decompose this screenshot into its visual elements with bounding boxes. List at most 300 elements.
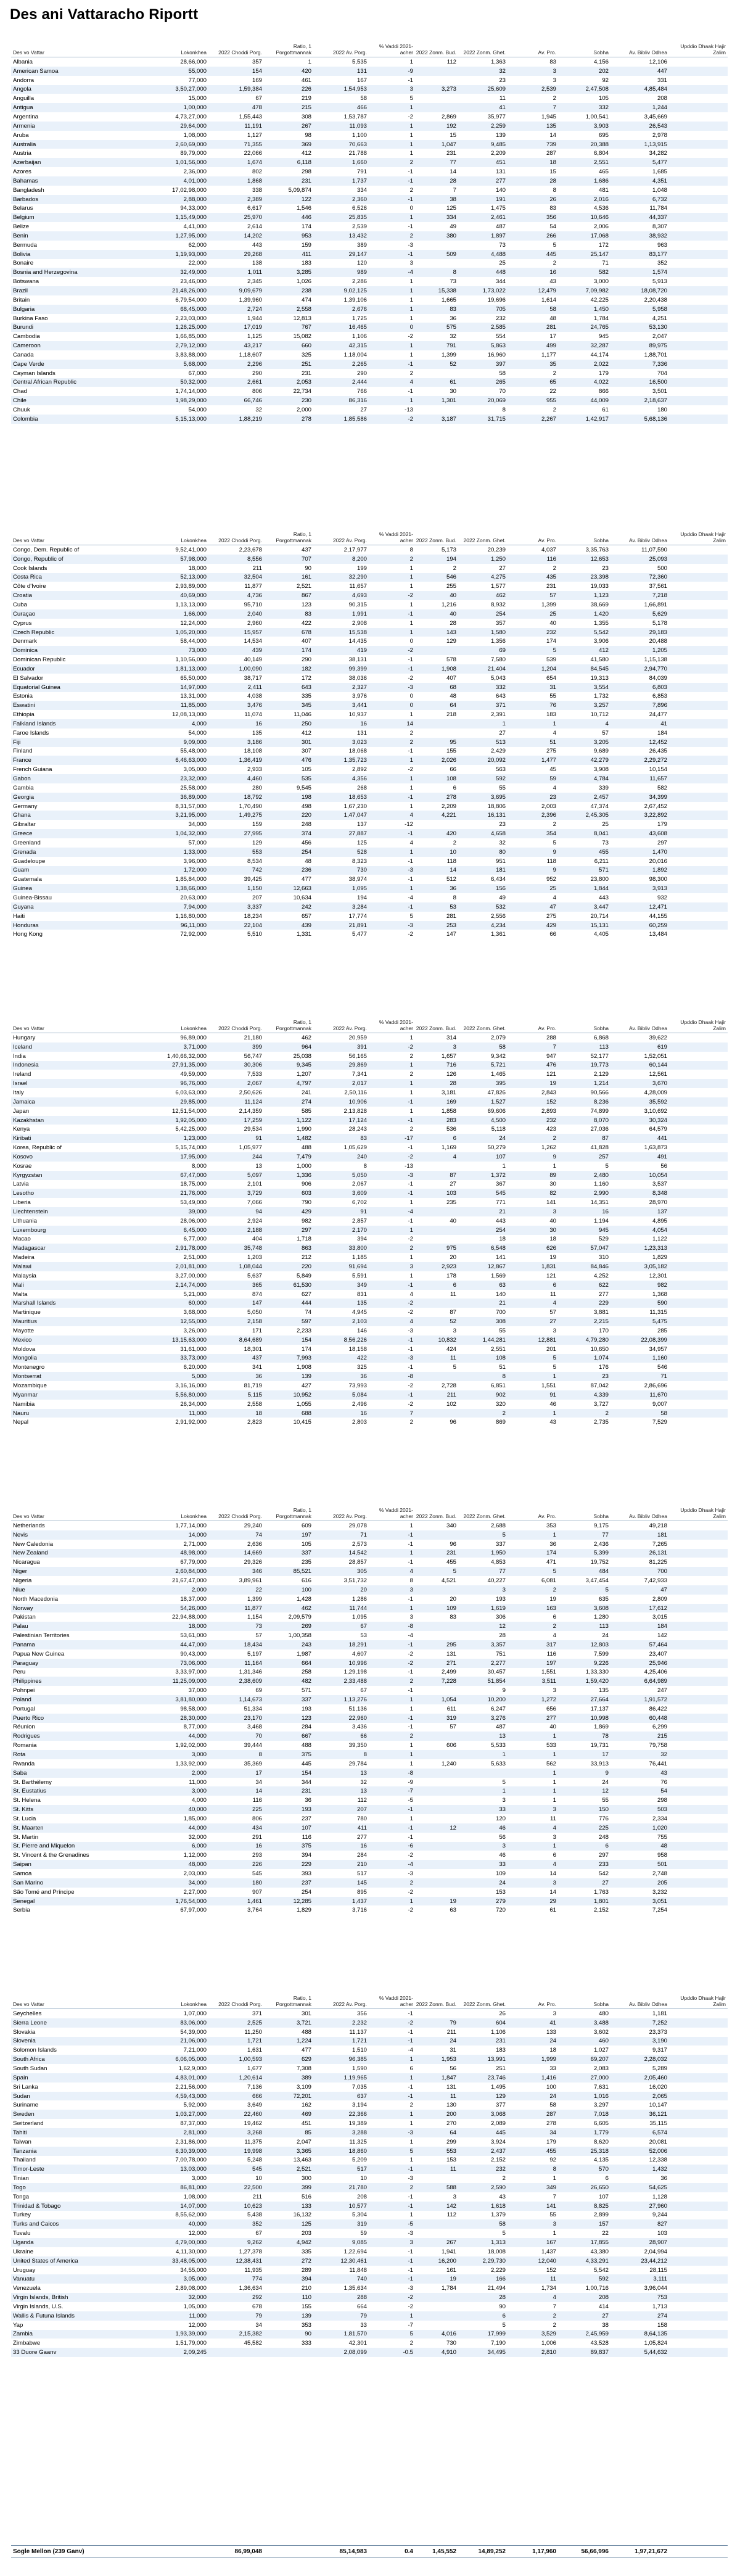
table-cell: 1,62,9,000 (178, 2065, 207, 2072)
table-cell: -3 (408, 2285, 413, 2292)
table-cell: 183 (301, 260, 311, 267)
table-cell: 11 (550, 1290, 556, 1298)
table-cell: 43 (549, 278, 556, 286)
table-cell: 414 (598, 2303, 609, 2310)
table-cell: 1,475 (490, 205, 506, 212)
table-cell: 1,432 (652, 2166, 667, 2173)
column-header: Sobha (593, 1513, 609, 1519)
table-cell: 39,444 (244, 1742, 262, 1749)
table-cell: -2 (408, 1300, 413, 1307)
table-cell: 32 (360, 1778, 367, 1786)
table-cell: 133 (546, 2028, 556, 2036)
table-cell: 7,035 (352, 2083, 367, 2091)
table-cell: 2,50,116 (344, 1089, 367, 1096)
table-cell: 87,37,000 (180, 2120, 207, 2128)
table-cell: 152 (546, 2266, 556, 2274)
table-cell: 6,803 (652, 683, 667, 691)
table-cell: 17,95,000 (180, 1153, 207, 1160)
table-cell: 73,06,000 (180, 1659, 207, 1667)
table-cell: 1,026 (296, 278, 311, 286)
table-cell: 14,669 (244, 1550, 262, 1557)
table-cell: 643 (301, 683, 311, 691)
table-row (11, 1878, 728, 1888)
table-cell: 7 (553, 1043, 556, 1051)
table-cell: 96 (450, 1540, 456, 1548)
table-cell: 1 (409, 122, 413, 130)
table-cell: 13,03,000 (180, 2166, 207, 2173)
table-cell: 31,61,000 (180, 1345, 207, 1353)
table-cell: 9,175 (593, 1522, 609, 1529)
table-cell: 41 (549, 2019, 556, 2026)
table-cell: 2,590 (490, 2184, 506, 2191)
table-cell: 471 (546, 1559, 556, 1566)
table-row (11, 1796, 728, 1805)
table-row (11, 2348, 728, 2357)
country-name: Palau (13, 1623, 28, 1630)
country-name: Nicaragua (13, 1559, 40, 1566)
table-cell: 25,835 (348, 214, 367, 221)
table-cell: 17,019 (244, 324, 262, 331)
table-cell: 335 (301, 2248, 311, 2255)
table-cell: 1 (409, 1272, 413, 1279)
table-row (11, 2192, 728, 2202)
table-cell: 17,259 (244, 1117, 262, 1124)
table-row (11, 2321, 728, 2330)
table-cell: 585 (301, 1107, 311, 1115)
country-name: 33 Duore Gaanv (13, 2349, 57, 2356)
table-cell: 3,276 (490, 1714, 506, 1722)
table-cell: 155 (301, 2303, 311, 2310)
table-cell: 12,106 (649, 58, 667, 65)
table-cell: 4,022 (593, 379, 609, 386)
table-cell: 52,177 (590, 1052, 609, 1060)
table-cell: 44,174 (590, 351, 609, 358)
table-cell: 169 (252, 76, 262, 84)
column-header: Sobha (593, 1025, 609, 1031)
table-cell: 178 (446, 1272, 456, 1279)
table-cell: 3,268 (247, 2129, 262, 2136)
table-cell: 2 (409, 1879, 413, 1886)
table-cell: 482 (301, 1678, 311, 1685)
table-cell: 21,788 (348, 150, 367, 157)
table-cell: 546 (657, 1364, 667, 1371)
table-cell: 637 (356, 2092, 367, 2100)
country-name: Japan (13, 1107, 30, 1115)
table-cell: 29,64,000 (180, 122, 207, 130)
country-name: Bulgaria (13, 305, 35, 313)
table-cell: 44,337 (649, 214, 667, 221)
table-cell: 118 (546, 857, 556, 865)
table-cell: 3,45,669 (644, 113, 667, 120)
table-cell: -1 (408, 2193, 413, 2200)
table-cell: 1,85,586 (343, 415, 367, 423)
table-cell: 412 (598, 647, 609, 654)
table-cell: 183 (546, 711, 556, 719)
grand-total-cell: 56,66,996 (581, 2548, 609, 2555)
table-cell: 2,924 (247, 1217, 262, 1224)
table-cell: 55 (499, 784, 506, 791)
table-cell: 2,067 (247, 1080, 262, 1088)
country-name: Turks and Caicos (13, 2221, 59, 2228)
table-cell: 123 (301, 1714, 311, 1722)
table-cell: 1,63,873 (644, 1144, 667, 1152)
table-cell: 2,60,69,000 (175, 141, 207, 148)
table-cell: 2,23,03,000 (175, 315, 207, 322)
table-cell: 1,31,346 (239, 1669, 262, 1676)
table-cell: 137 (657, 1208, 667, 1215)
table-cell: 3,000 (191, 2175, 207, 2182)
table-cell: 290 (301, 656, 311, 664)
column-header: 2022 Choddi Porg. (218, 2001, 262, 2007)
table-cell: 700 (657, 1568, 667, 1575)
table-cell: 774 (252, 2276, 262, 2283)
table-cell: 332 (598, 104, 609, 112)
table-cell: 21,780 (348, 2184, 367, 2191)
table-cell: 145 (356, 1879, 367, 1886)
table-cell: 513 (495, 738, 506, 746)
table-cell: 11,657 (349, 583, 367, 590)
table-cell: 43 (549, 1419, 556, 1426)
table-cell: 1,944 (247, 315, 262, 322)
table-cell: -1 (408, 196, 413, 203)
table-cell: 1,990 (296, 1126, 311, 1133)
table-cell: 20,069 (487, 397, 506, 405)
table-cell: 2 (409, 1052, 413, 1060)
table-cell: 20,488 (649, 638, 667, 645)
table-row (11, 268, 728, 277)
table-cell: 1,331 (296, 931, 311, 938)
table-cell: 12,881 (538, 1336, 556, 1344)
table-cell: 231 (301, 369, 311, 377)
table-cell: 3 (409, 260, 413, 267)
table-cell: 120 (495, 1815, 506, 1822)
table-cell: 422 (356, 1355, 367, 1362)
table-cell: 3,609 (352, 1190, 367, 1197)
table-row (11, 1786, 728, 1796)
table-cell: 20,714 (590, 912, 609, 920)
country-name: Bosnia and Herzegovina (13, 269, 78, 276)
table-row (11, 2046, 728, 2055)
table-row (11, 884, 728, 893)
country-name: French Guiana (13, 766, 52, 774)
table-cell: -8 (408, 1623, 413, 1630)
table-row (11, 701, 728, 710)
table-cell: 61 (602, 406, 609, 413)
table-cell: 8,348 (652, 1190, 667, 1197)
country-name: Poland (13, 1696, 31, 1703)
table-cell: 1,000 (296, 1162, 311, 1170)
table-cell: 1 (409, 784, 413, 791)
table-row (11, 1409, 728, 1418)
table-cell: 3,68,000 (183, 1309, 207, 1316)
table-cell: 1 (308, 58, 311, 65)
table-cell: 266 (546, 232, 556, 239)
table-cell: 500 (657, 564, 667, 572)
table-cell: 36 (450, 315, 456, 322)
table-cell: 27,887 (348, 830, 367, 838)
table-cell: 301 (301, 2010, 311, 2017)
table-cell: 4,251 (652, 315, 667, 322)
table-cell: 1 (409, 574, 413, 581)
table-cell: 63 (499, 1281, 506, 1289)
country-name: Iceland (13, 1043, 32, 1051)
table-cell: 2,892 (352, 766, 367, 774)
table-cell: 466 (356, 104, 367, 112)
table-cell: 9,345 (296, 1062, 311, 1069)
table-cell: 578 (446, 656, 456, 664)
table-cell: 451 (301, 2120, 311, 2128)
table-cell: 36 (549, 1540, 556, 1548)
table-cell: 1,66,891 (644, 601, 667, 608)
table-cell: -4 (408, 1208, 413, 1215)
table-cell: 100 (546, 2083, 556, 2091)
table-cell: -3 (408, 2129, 413, 2136)
table-row (11, 1732, 728, 1741)
table-cell: 895 (356, 1888, 367, 1896)
table-cell: 66 (549, 931, 556, 938)
table-cell: 2,000 (296, 406, 311, 413)
table-cell: 138 (252, 260, 262, 267)
table-cell: -8 (408, 1769, 413, 1777)
table-cell: 1,23,000 (183, 1135, 207, 1142)
table-cell: 3,181 (441, 1089, 456, 1096)
table-cell: 535 (301, 775, 311, 783)
table-cell: 96,89,000 (180, 1034, 207, 1041)
table-row (11, 1905, 728, 1915)
table-cell: 2,688 (490, 1522, 506, 1529)
table-cell: 3,81,80,000 (175, 1696, 207, 1703)
table-cell: 6 (553, 1852, 556, 1859)
table-cell: 7,09,982 (585, 287, 609, 295)
table-cell: 622 (598, 1281, 609, 1289)
table-cell: 5,248 (247, 2157, 262, 2164)
table-cell: 627 (301, 1290, 311, 1298)
table-cell: 2,23,678 (239, 546, 262, 553)
table-cell: 4,853 (490, 1559, 506, 1566)
table-row (11, 2028, 728, 2037)
table-cell: 3,05,000 (183, 2276, 207, 2283)
table-cell: -5 (408, 2221, 413, 2228)
table-cell: -1 (408, 1364, 413, 1371)
table-cell: 161 (301, 574, 311, 581)
table-row (11, 683, 728, 692)
table-cell: 4,85,484 (644, 86, 667, 93)
table-cell: 2,444 (352, 379, 367, 386)
table-cell: 7,21,000 (183, 2047, 207, 2054)
table-cell: 38 (450, 196, 456, 203)
table-cell: 5,050 (247, 1309, 262, 1316)
table-cell: 57 (549, 1309, 556, 1316)
column-header: 2022 Zonm. Ghet. (463, 1025, 506, 1031)
table-cell: 235 (446, 1199, 456, 1207)
table-cell: 5 (553, 1364, 556, 1371)
table-cell: 1,00,716 (585, 2285, 609, 2292)
table-cell: 83 (450, 1614, 456, 1621)
table-cell: 7,341 (352, 1071, 367, 1078)
table-cell: 64 (450, 702, 456, 709)
table-row (11, 158, 728, 167)
table-cell: 3,447 (593, 903, 609, 910)
table-cell: 10,154 (649, 766, 667, 774)
table-cell: 2 (553, 369, 556, 377)
table-cell: 3,015 (652, 1614, 667, 1621)
table-cell: 412 (301, 729, 311, 737)
table-cell: 6,000 (191, 1843, 207, 1850)
country-name: Malta (13, 1290, 28, 1298)
table-cell: 604 (495, 2019, 506, 2026)
table-cell: 48 (660, 1843, 667, 1850)
table-cell: 5,304 (352, 2211, 367, 2219)
table-cell: 1,66,000 (183, 610, 207, 617)
table-cell: 13 (360, 1788, 367, 1795)
table-cell: 2,003 (541, 803, 556, 810)
table-cell: 1,461 (247, 1897, 262, 1905)
table-cell: 112 (446, 2211, 456, 2219)
table-cell: 1 (409, 1550, 413, 1557)
table-cell: 1,495 (490, 2083, 506, 2091)
table-cell: 22,366 (348, 2111, 367, 2118)
table-cell: 71,355 (244, 141, 262, 148)
table-cell: 352 (252, 2221, 262, 2228)
table-cell: 23,170 (244, 1714, 262, 1722)
table-cell: 99,399 (348, 665, 367, 672)
table-cell: 18 (499, 1236, 506, 1243)
table-cell: 297 (598, 1852, 609, 1859)
table-cell: 6,548 (490, 1245, 506, 1252)
table-row (11, 848, 728, 857)
table-cell: 1,465 (490, 1071, 506, 1078)
country-name: St. Barthélemy (13, 1778, 52, 1786)
table-cell: 53,61,000 (180, 1632, 207, 1640)
table-cell: 32 (450, 333, 456, 341)
country-name: Wallis & Futuna Islands (13, 2312, 75, 2319)
country-name: Panama (13, 1641, 35, 1648)
table-cell: 536 (446, 1126, 456, 1133)
country-name: Latvia (13, 1181, 29, 1188)
table-cell: 57,98,000 (180, 555, 207, 563)
table-cell: 67 (255, 2230, 262, 2237)
table-cell: 98 (305, 131, 311, 139)
table-cell: 285 (657, 1327, 667, 1334)
table-cell: 6,20,000 (183, 1364, 207, 1371)
table-row (11, 415, 728, 424)
table-cell: 476 (301, 757, 311, 764)
table-cell: 2,08,099 (343, 2349, 367, 2356)
table-cell: 3,05,182 (644, 1263, 667, 1271)
table-cell: 212 (301, 1254, 311, 1261)
table-row (11, 204, 728, 213)
table-cell: 34,399 (649, 793, 667, 801)
table-cell: 67,47,000 (180, 1171, 207, 1179)
table-cell: 32 (499, 839, 506, 846)
table-cell: 375 (301, 1843, 311, 1850)
table-cell: 1,33,330 (585, 1669, 609, 1676)
table-cell: 179 (598, 369, 609, 377)
country-name: Burundi (13, 324, 34, 331)
table-cell: 439 (252, 647, 262, 654)
table-cell: 42,225 (590, 296, 609, 303)
country-name: Norway (13, 1604, 33, 1612)
table-row (11, 314, 728, 323)
table-cell: 50,279 (487, 1144, 506, 1152)
table-cell: 2,480 (593, 1171, 609, 1179)
table-cell: 76 (660, 1778, 667, 1786)
table-cell: 2,45,959 (585, 2330, 609, 2338)
table-cell: 288 (546, 1034, 556, 1041)
table-cell: 1 (502, 1162, 506, 1170)
table-cell: 1,05,629 (343, 1144, 367, 1152)
table-cell: 1 (409, 1254, 413, 1261)
table-cell: 140 (495, 1290, 506, 1298)
table-cell: 29,268 (244, 250, 262, 258)
table-row (11, 591, 728, 600)
table-cell: 77 (602, 1531, 609, 1538)
table-row (11, 1345, 728, 1354)
table-cell: 2,391 (490, 711, 506, 719)
table-row (11, 765, 728, 774)
table-section (11, 1008, 728, 1427)
table-row (11, 1244, 728, 1253)
table-cell: 3 (502, 1797, 506, 1804)
table-cell: 1 (409, 1897, 413, 1905)
table-cell: 34 (255, 2321, 262, 2329)
table-cell: 1,829 (652, 1254, 667, 1261)
table-cell: 1 (409, 583, 413, 590)
country-name: New Caledonia (13, 1540, 54, 1548)
table-cell: 5 (409, 2330, 413, 2338)
table-cell: 12,338 (649, 2157, 667, 2164)
table-cell: 27 (450, 1181, 456, 1188)
table-cell: 1,54,953 (343, 86, 367, 93)
country-name: Pakistan (13, 1614, 36, 1621)
column-header: 2022 Av. Porg. (333, 537, 367, 543)
table-cell: 4,252 (593, 1272, 609, 1279)
table-row (11, 2238, 728, 2247)
table-cell: 79,758 (649, 1742, 667, 1749)
grand-total-cell: 86,99,048 (234, 2548, 262, 2555)
table-cell: -1 (408, 250, 413, 258)
table-cell: 77,000 (188, 76, 207, 84)
country-name: Slovakia (13, 2028, 36, 2036)
country-name: Bahamas (13, 177, 38, 184)
table-cell: 1 (553, 1751, 556, 1759)
table-cell: 1 (553, 1733, 556, 1740)
table-cell: 6,081 (541, 1577, 556, 1584)
table-row (11, 1207, 728, 1216)
table-cell: -1 (408, 1595, 413, 1603)
table-cell: 1,127 (247, 131, 262, 139)
table-cell: 654 (546, 674, 556, 682)
table-cell: 399 (301, 2184, 311, 2191)
table-cell: 10,996 (348, 1659, 367, 1667)
table-row (11, 112, 728, 122)
table-cell: 874 (252, 1290, 262, 1298)
table-cell: 424 (446, 1345, 456, 1353)
table-cell: 439 (301, 922, 311, 929)
table-cell: 1,52,051 (644, 1052, 667, 1060)
table-cell: 2,91,92,000 (175, 1419, 207, 1426)
table-cell: -2 (408, 674, 413, 682)
table-cell: 349 (546, 2184, 556, 2191)
table-cell: 571 (301, 1687, 311, 1695)
column-header: Ratio, 1 Porgottmannak (276, 531, 311, 543)
table-row (11, 140, 728, 149)
table-cell: 12,08,13,000 (171, 711, 207, 719)
table-cell: 69,606 (487, 1107, 506, 1115)
table-cell: 2 (409, 159, 413, 167)
table-cell: 12,000 (188, 2321, 207, 2329)
table-cell: 375 (301, 1751, 311, 1759)
